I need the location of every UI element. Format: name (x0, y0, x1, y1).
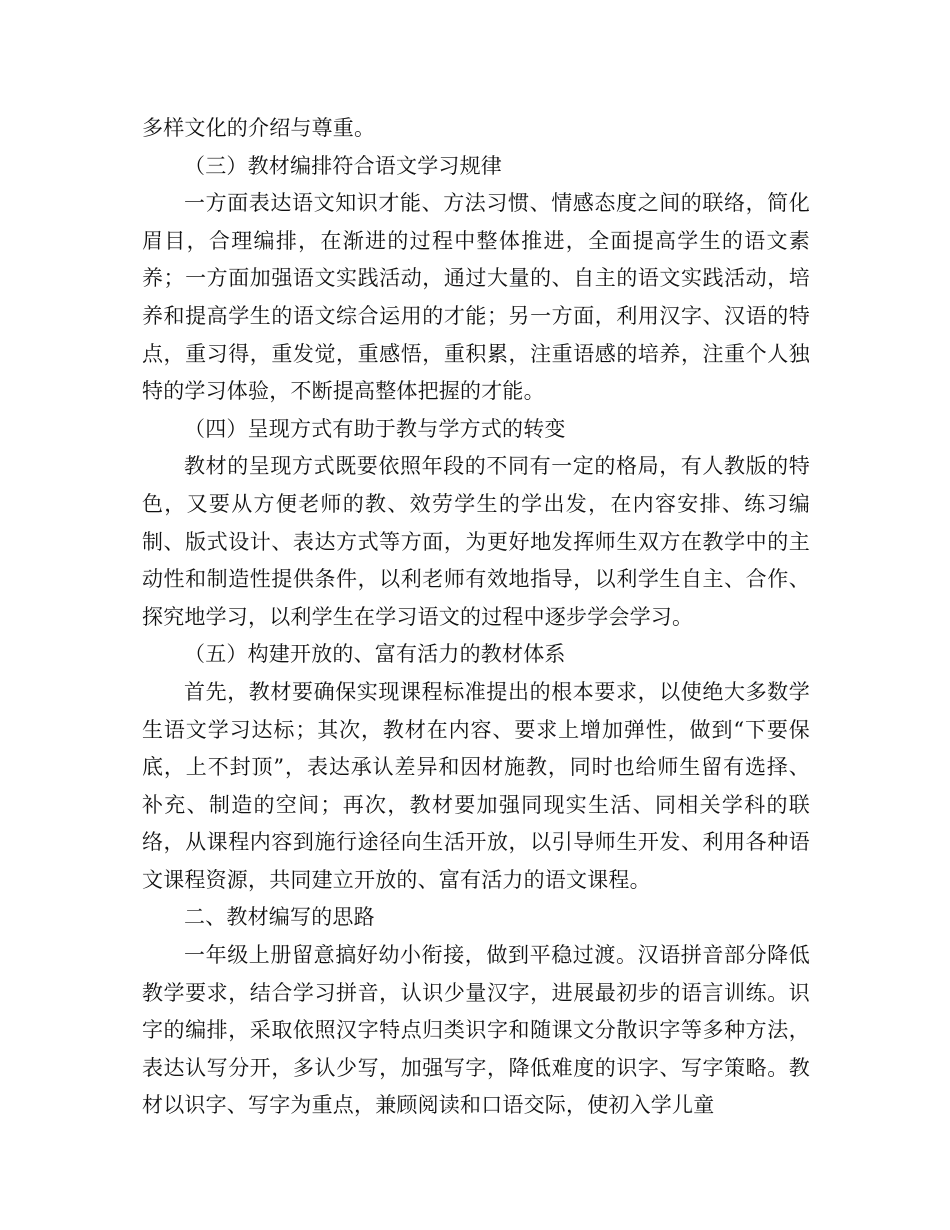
section-heading-part-2: 二、教材编写的思路 (184, 905, 375, 930)
section-paragraph-5: 首先，教材要确保实现课程标准提出的根本要求，以使绝大多数学生语文学习达标；其次，教材在内容、要求上增加弹性，做到“下要保底，上不封顶”，表达承认差异和因材施教，同时也给师生留有选择、补充、制造的空间；再次，教材要加强同现实生活、同相关学科的联络，从课程内容到施行途径向生活开放，以引导师生开发、利用各种语文课程资源，共同建立开放的、富有活力的语文课程。 (142, 679, 810, 892)
section-heading-5: （五）构建开放的、富有活力的教材体系 (184, 642, 566, 667)
document-body (142, 110, 810, 1125)
continuation-paragraph: 多样文化的介绍与尊重。 (142, 116, 376, 140)
section-heading-4: （四）呈现方式有助于教与学方式的转变 (184, 416, 566, 441)
section-paragraph-3: 一方面表达语文知识才能、方法习惯、情感态度之间的联络，简化眉目，合理编排，在渐进的过程中整体推进，全面提高学生的语文素养；一方面加强语文实践活动，通过大量的、自主的语文实践活动，培养和提高学生的语文综合运用的才能；另一方面，利用汉字、汉语的特点，重习得，重发觉，重感悟，重积累，注重语感的培养，注重个人独特的学习体验，不断提高整体把握的才能。 (142, 191, 810, 404)
section-paragraph-4: 教材的呈现方式既要依照年段的不同有一定的格局，有人教版的特色，又要从方便老师的教、效劳学生的学出发，在内容安排、练习编制、版式设计、表达方式等方面，为更好地发挥师生双方在教学中的主动性和制造性提供条件，以利老师有效地指导，以利学生自主、合作、探究地学习，以利学生在学习语文的过程中逐步学会学习。 (142, 454, 810, 629)
section-heading-3: （三）教材编排符合语文学习规律 (184, 153, 502, 178)
section-paragraph-part-2: 一年级上册留意搞好幼小衔接，做到平稳过渡。汉语拼音部分降低教学要求，结合学习拼音，认识少量汉字，进展最初步的语言训练。识字的编排，采取依照汉字特点归类识字和随课文分散识字等多种方法，表达认写分开，多认少写，加强写字，降低难度的识字、写字策略。教材以识字、写字为重点，兼顾阅读和口语交际，使初入学儿童 (142, 943, 810, 1118)
